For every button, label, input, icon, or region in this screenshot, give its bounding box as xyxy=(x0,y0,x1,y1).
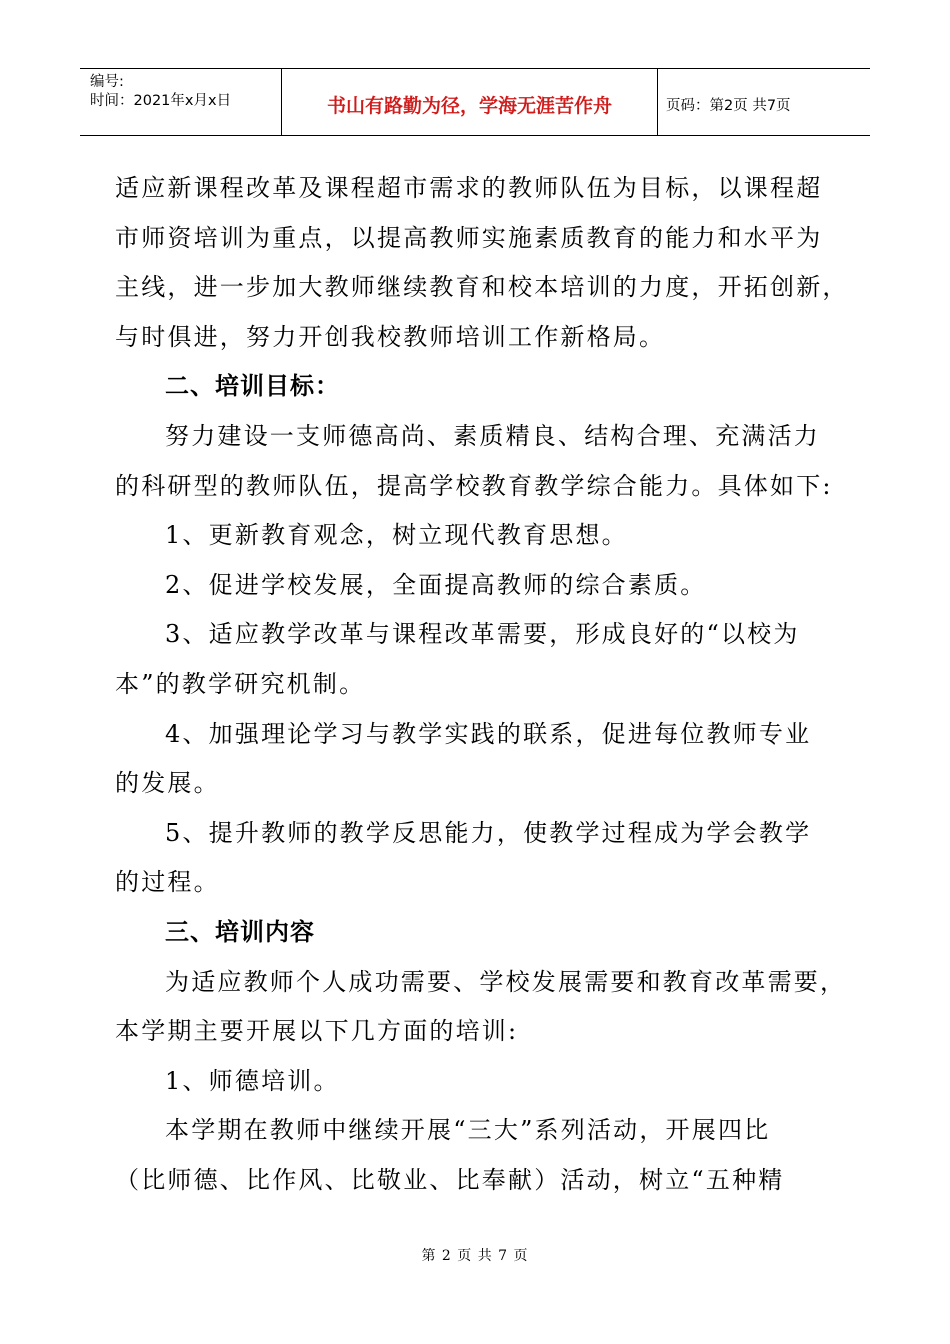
document-number-label: 编号: xyxy=(90,74,124,90)
paragraph-line: 的过程。 xyxy=(115,868,220,897)
paragraph-line: 的发展。 xyxy=(115,769,220,798)
paragraph-line: 努力建设一支师德高尚、素质精良、结构合理、充满活力 xyxy=(165,421,820,450)
header-page-info: 页码：第2页 共7页 xyxy=(666,97,791,114)
section-heading: 二、培训目标： xyxy=(165,372,340,401)
section-heading: 三、培训内容 xyxy=(165,917,315,946)
paragraph-line: 与时俱进，努力开创我校教师培训工作新格局。 xyxy=(115,322,666,351)
document-date: 时间：2021年x月x日 xyxy=(90,93,232,109)
paragraph-line: 本”的教学研究机制。 xyxy=(115,669,366,698)
paragraph-line: 市师资培训为重点，以提高教师实施素质教育的能力和水平为 xyxy=(115,223,823,252)
paragraph-line: 4、加强理论学习与教学实践的联系，促进每位教师专业 xyxy=(165,719,812,748)
paragraph-line: 本学期主要开展以下几方面的培训: xyxy=(115,1017,519,1046)
paragraph-line: 为适应教师个人成功需要、学校发展需要和教育改革需要， xyxy=(165,967,847,996)
paragraph-line: 2、促进学校发展，全面提高教师的综合素质。 xyxy=(165,570,707,599)
page-header xyxy=(80,68,870,136)
paragraph-line: 的科研型的教师队伍，提高学校教育教学综合能力。具体如下: xyxy=(115,471,833,500)
paragraph-line: 5、提升教师的教学反思能力，使教学过程成为学会教学 xyxy=(165,818,812,847)
paragraph-line: 主线，进一步加大教师继续教育和校本培训的力度，开拓创新， xyxy=(115,273,849,302)
paragraph-line: 1、更新教育观念，树立现代教育思想。 xyxy=(165,521,628,550)
header-meta xyxy=(80,69,282,135)
paragraph-line: 3、适应教学改革与课程改革需要，形成良好的“以校为 xyxy=(165,620,800,649)
page-footer: 第 2 页 共 7 页 xyxy=(421,1248,529,1264)
paragraph-line: （比师德、比作风、比敬业、比奉献）活动，树立“五种精 xyxy=(115,1165,785,1194)
paragraph-line: 1、师德培训。 xyxy=(165,1066,340,1095)
paragraph-line: 本学期在教师中继续开展“三大”系列活动，开展四比 xyxy=(165,1116,771,1145)
header-motto: 书山有路勤为径，学海无涯苦作舟 xyxy=(282,69,658,135)
document-body xyxy=(115,164,855,1205)
paragraph-line: 适应新课程改革及课程超市需求的教师队伍为目标，以课程超 xyxy=(115,174,823,202)
